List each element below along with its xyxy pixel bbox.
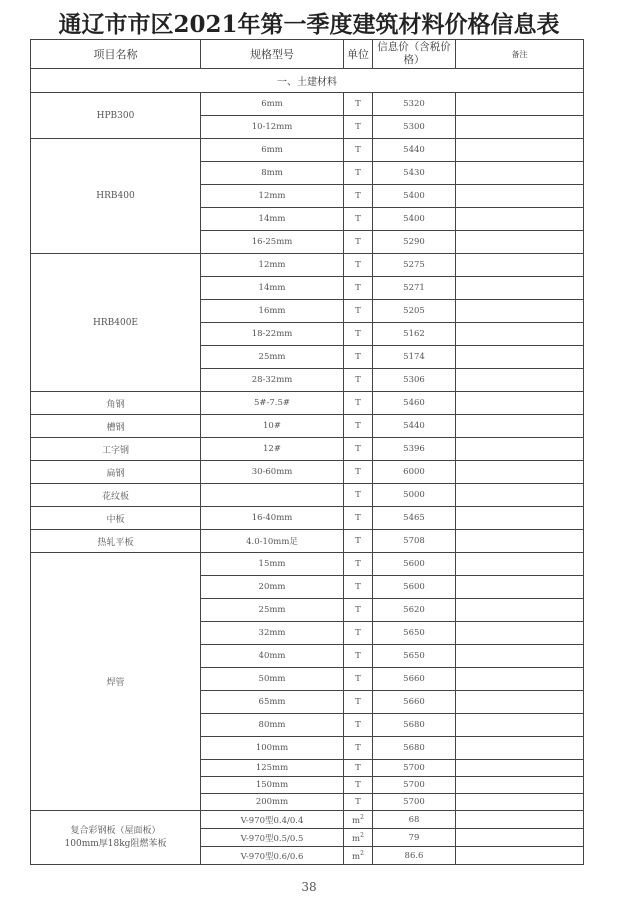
remark-cell xyxy=(456,622,584,645)
remark-cell xyxy=(456,139,584,162)
price-cell: 5300 xyxy=(373,116,456,139)
unit-cell: T xyxy=(344,760,373,777)
remark-cell xyxy=(456,530,584,553)
unit-cell: T xyxy=(344,346,373,369)
table-row xyxy=(31,530,584,553)
remark-cell xyxy=(456,438,584,461)
col-header-remark: 备注 xyxy=(456,40,584,69)
remark-cell xyxy=(456,369,584,392)
item-name: HRB400E xyxy=(31,254,201,392)
unit-cell: T xyxy=(344,530,373,553)
item-name: 中板 xyxy=(31,507,201,530)
table-row xyxy=(31,553,584,576)
unit-cell: T xyxy=(344,162,373,185)
unit-cell: T xyxy=(344,599,373,622)
item-name: 焊管 xyxy=(31,553,201,811)
remark-cell xyxy=(456,116,584,139)
spec-cell: 8mm xyxy=(201,162,344,185)
spec-cell: 15mm xyxy=(201,553,344,576)
remark-cell xyxy=(456,847,584,865)
price-cell: 5600 xyxy=(373,553,456,576)
unit-text: m xyxy=(352,833,361,844)
spec-cell: 32mm xyxy=(201,622,344,645)
col-header-spec: 规格型号 xyxy=(201,40,344,69)
unit-cell: T xyxy=(344,93,373,116)
col-header-unit: 单位 xyxy=(344,40,373,69)
remark-cell xyxy=(456,254,584,277)
spec-cell: 18-22mm xyxy=(201,323,344,346)
price-cell: 79 xyxy=(373,829,456,847)
spec-cell: 16-25mm xyxy=(201,231,344,254)
unit-cell: T xyxy=(344,300,373,323)
unit-cell: T xyxy=(344,392,373,415)
item-name: 花纹板 xyxy=(31,484,201,507)
section-row xyxy=(31,69,584,93)
unit-cell: T xyxy=(344,794,373,811)
remark-cell xyxy=(456,794,584,811)
table-row xyxy=(31,392,584,415)
remark-cell xyxy=(456,829,584,847)
spec-cell xyxy=(201,484,344,507)
col-header-name: 项目名称 xyxy=(31,40,201,69)
price-cell: 5271 xyxy=(373,277,456,300)
remark-cell xyxy=(456,231,584,254)
spec-cell: V-970型0.5/0.5 xyxy=(201,829,344,847)
table-row xyxy=(31,415,584,438)
spec-cell: 80mm xyxy=(201,714,344,737)
remark-cell xyxy=(456,777,584,794)
unit-cell: T xyxy=(344,714,373,737)
remark-cell xyxy=(456,162,584,185)
remark-cell xyxy=(456,93,584,116)
price-cell: 5396 xyxy=(373,438,456,461)
remark-cell xyxy=(456,300,584,323)
item-name xyxy=(31,811,201,865)
unit-cell: T xyxy=(344,323,373,346)
spec-cell: 28-32mm xyxy=(201,369,344,392)
price-cell: 5440 xyxy=(373,415,456,438)
item-name: 扁钢 xyxy=(31,461,201,484)
spec-cell: 12mm xyxy=(201,185,344,208)
remark-cell xyxy=(456,323,584,346)
unit-sup: 2 xyxy=(360,813,364,821)
remark-cell xyxy=(456,811,584,829)
remark-cell xyxy=(456,599,584,622)
unit-cell: T xyxy=(344,691,373,714)
price-cell: 5650 xyxy=(373,622,456,645)
remark-cell xyxy=(456,415,584,438)
unit-cell: T xyxy=(344,553,373,576)
price-cell: 5205 xyxy=(373,300,456,323)
unit-cell: T xyxy=(344,461,373,484)
spec-cell: V-970型0.4/0.4 xyxy=(201,811,344,829)
remark-cell xyxy=(456,208,584,231)
section-title: 一、土建材料 xyxy=(31,69,584,93)
price-cell: 5162 xyxy=(373,323,456,346)
unit-cell: T xyxy=(344,507,373,530)
unit-cell: T xyxy=(344,777,373,794)
item-name: 工字钢 xyxy=(31,438,201,461)
header-row xyxy=(31,40,584,69)
unit-cell: T xyxy=(344,254,373,277)
remark-cell xyxy=(456,760,584,777)
unit-cell: T xyxy=(344,116,373,139)
remark-cell xyxy=(456,737,584,760)
price-cell: 68 xyxy=(373,811,456,829)
price-cell: 5290 xyxy=(373,231,456,254)
price-cell: 6000 xyxy=(373,461,456,484)
spec-cell: 6mm xyxy=(201,139,344,162)
price-cell: 5465 xyxy=(373,507,456,530)
table-row xyxy=(31,484,584,507)
unit-sup: 2 xyxy=(360,831,364,839)
spec-cell: 10-12mm xyxy=(201,116,344,139)
remark-cell xyxy=(456,392,584,415)
price-table xyxy=(30,39,584,865)
remark-cell xyxy=(456,576,584,599)
unit-cell: T xyxy=(344,438,373,461)
spec-cell: 6mm xyxy=(201,93,344,116)
price-cell: 5650 xyxy=(373,645,456,668)
table-row xyxy=(31,507,584,530)
price-cell: 86.6 xyxy=(373,847,456,865)
unit-cell: T xyxy=(344,415,373,438)
item-name: 热轧平板 xyxy=(31,530,201,553)
price-cell: 5600 xyxy=(373,576,456,599)
price-cell: 5700 xyxy=(373,794,456,811)
unit-sup: 2 xyxy=(360,849,364,857)
unit-cell: T xyxy=(344,231,373,254)
remark-cell xyxy=(456,461,584,484)
spec-cell: 100mm xyxy=(201,737,344,760)
unit-cell: T xyxy=(344,277,373,300)
spec-cell: 14mm xyxy=(201,208,344,231)
price-cell: 5400 xyxy=(373,185,456,208)
unit-cell: T xyxy=(344,369,373,392)
unit-text: m xyxy=(352,815,361,826)
price-cell: 5700 xyxy=(373,760,456,777)
spec-cell: V-970型0.6/0.6 xyxy=(201,847,344,865)
spec-cell: 16-40mm xyxy=(201,507,344,530)
spec-cell: 50mm xyxy=(201,668,344,691)
item-name-line2: 100mm厚18kg阻燃苯板 xyxy=(64,838,167,849)
item-name: 角钢 xyxy=(31,392,201,415)
unit-cell: T xyxy=(344,737,373,760)
spec-cell: 12# xyxy=(201,438,344,461)
page-number: 38 xyxy=(301,880,317,894)
unit-cell xyxy=(344,847,373,865)
price-cell: 5275 xyxy=(373,254,456,277)
remark-cell xyxy=(456,507,584,530)
price-cell: 5660 xyxy=(373,668,456,691)
spec-cell: 150mm xyxy=(201,777,344,794)
spec-cell: 20mm xyxy=(201,576,344,599)
remark-cell xyxy=(456,346,584,369)
unit-cell: T xyxy=(344,622,373,645)
price-cell: 5660 xyxy=(373,691,456,714)
spec-cell: 40mm xyxy=(201,645,344,668)
spec-cell: 65mm xyxy=(201,691,344,714)
unit-cell xyxy=(344,811,373,829)
remark-cell xyxy=(456,277,584,300)
col-header-price: 信息价（含税价格） xyxy=(373,40,456,69)
price-cell: 5430 xyxy=(373,162,456,185)
item-name: HPB300 xyxy=(31,93,201,139)
spec-cell: 10# xyxy=(201,415,344,438)
item-name: HRB400 xyxy=(31,139,201,254)
price-cell: 5320 xyxy=(373,93,456,116)
unit-cell: T xyxy=(344,185,373,208)
table-row xyxy=(31,438,584,461)
unit-cell xyxy=(344,829,373,847)
price-cell: 5620 xyxy=(373,599,456,622)
unit-cell: T xyxy=(344,139,373,162)
spec-cell: 4.0-10mm足 xyxy=(201,530,344,553)
table-row xyxy=(31,254,584,277)
price-cell: 5174 xyxy=(373,346,456,369)
spec-cell: 5#-7.5# xyxy=(201,392,344,415)
unit-cell: T xyxy=(344,484,373,507)
unit-cell: T xyxy=(344,208,373,231)
table-row xyxy=(31,811,584,829)
unit-cell: T xyxy=(344,668,373,691)
spec-cell: 12mm xyxy=(201,254,344,277)
item-name-line1: 复合彩钢板（屋面板） xyxy=(70,825,161,836)
price-cell: 5700 xyxy=(373,777,456,794)
spec-cell: 25mm xyxy=(201,346,344,369)
spec-cell: 30-60mm xyxy=(201,461,344,484)
table-row xyxy=(31,139,584,162)
remark-cell xyxy=(456,185,584,208)
unit-cell: T xyxy=(344,645,373,668)
table-row xyxy=(31,461,584,484)
price-cell: 5460 xyxy=(373,392,456,415)
price-cell: 5708 xyxy=(373,530,456,553)
remark-cell xyxy=(456,691,584,714)
price-cell: 5440 xyxy=(373,139,456,162)
spec-cell: 16mm xyxy=(201,300,344,323)
spec-cell: 125mm xyxy=(201,760,344,777)
remark-cell xyxy=(456,668,584,691)
item-name: 槽钢 xyxy=(31,415,201,438)
remark-cell xyxy=(456,714,584,737)
price-cell: 5680 xyxy=(373,737,456,760)
remark-cell xyxy=(456,645,584,668)
price-cell: 5680 xyxy=(373,714,456,737)
remark-cell xyxy=(456,553,584,576)
page-title: 通辽市市区2021年第一季度建筑材料价格信息表 xyxy=(58,11,560,38)
spec-cell: 200mm xyxy=(201,794,344,811)
spec-cell: 14mm xyxy=(201,277,344,300)
remark-cell xyxy=(456,484,584,507)
unit-cell: T xyxy=(344,576,373,599)
price-cell: 5000 xyxy=(373,484,456,507)
price-cell: 5306 xyxy=(373,369,456,392)
spec-cell: 25mm xyxy=(201,599,344,622)
table-row xyxy=(31,93,584,116)
unit-text: m xyxy=(352,851,361,862)
price-cell: 5400 xyxy=(373,208,456,231)
